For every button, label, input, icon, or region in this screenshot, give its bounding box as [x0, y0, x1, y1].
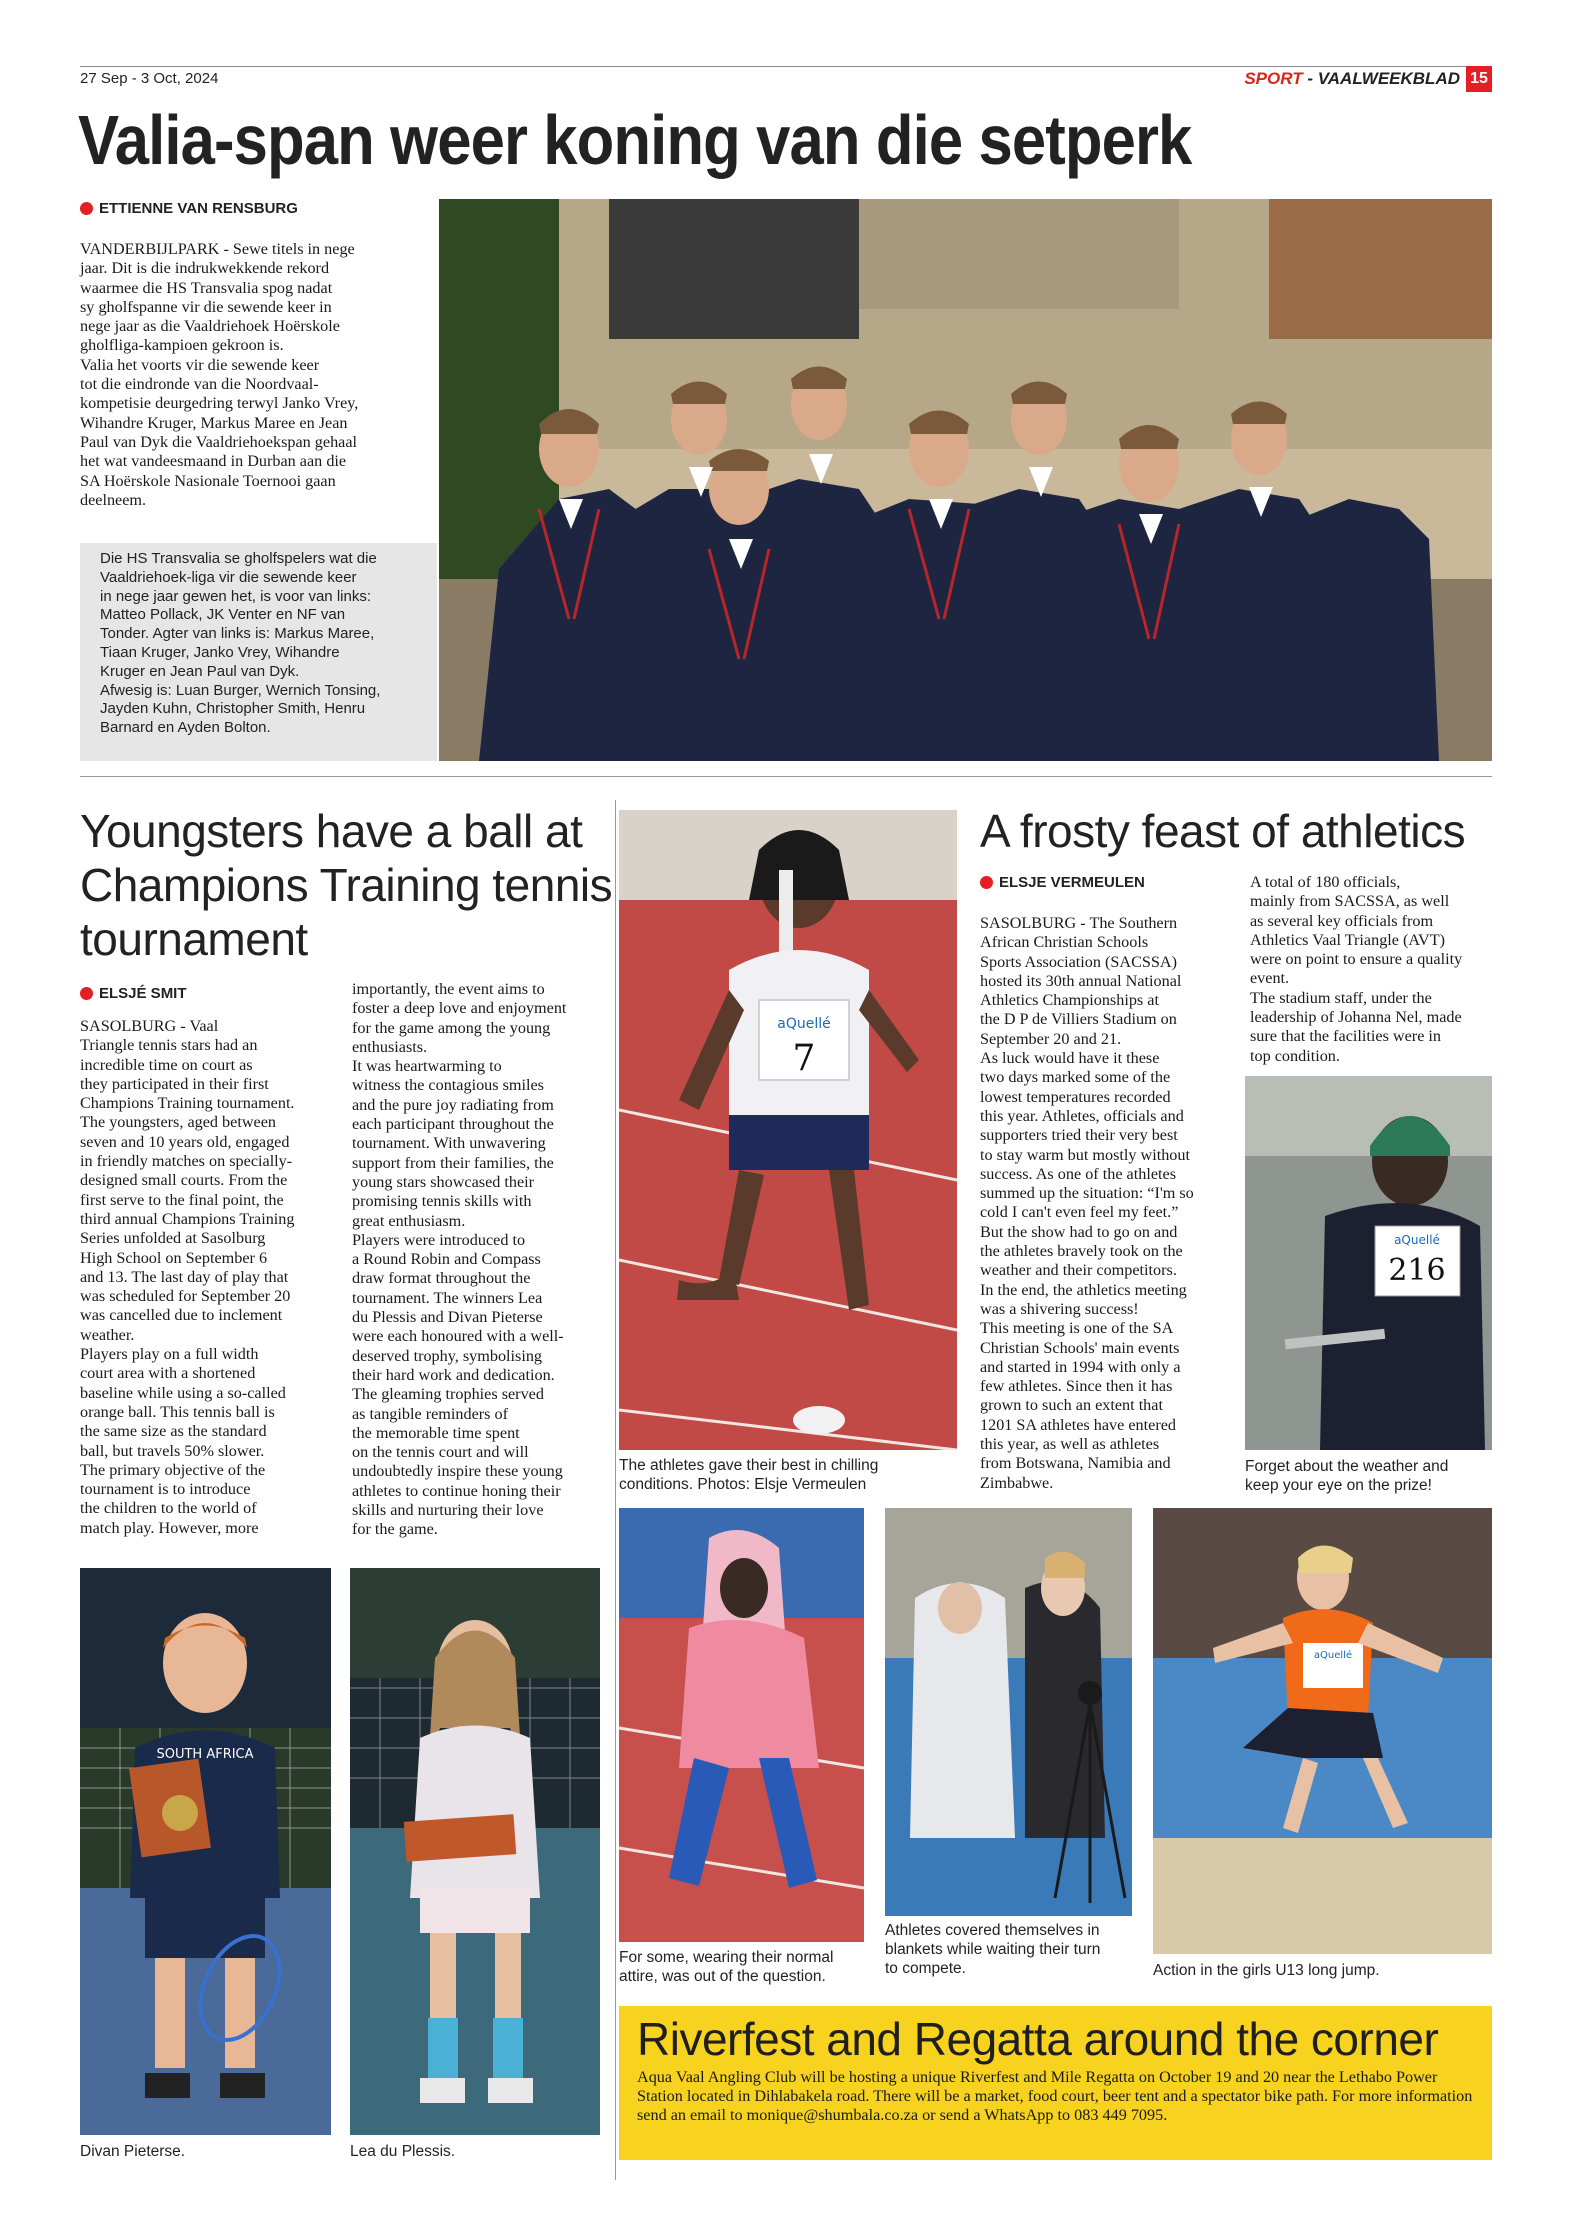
tennis-headline — [80, 804, 612, 966]
section-paper: - VAALWEEKBLAD — [1302, 69, 1460, 88]
issue-date: 27 Sep - 3 Oct, 2024 — [80, 70, 219, 87]
tennis-byline — [80, 985, 187, 1002]
section-label — [1240, 69, 1460, 89]
tennis-col-1: SASOLBURG - Vaal Triangle tennis stars had an incredible time on court as they participated in their first Champions Training tournament. The youngsters, aged between seven and 10 years old, engaged in friendly matches on specially- designed small courts. From the first serve to the final point, the third annual Champions Training Series unfolded at Sasolburg High School on September 6 and 13. The last day of play that was scheduled for September 20 was cancelled due to inclement weather. Players play on a full width court area with a shortened baseline while using a so-called orange ball. This tennis ball is the same size as the standard ball, but travels 50% slower. The primary objective of the tournament is to introduce the children to the world of match play. However, more — [80, 1017, 295, 1537]
tennis-byline-name: ELSJÉ SMIT — [99, 985, 187, 1002]
longjump-sponsor: aQuellé — [1313, 1650, 1353, 1661]
tennis-col-2: importantly, the event aims to foster a deep love and enjoyment for the game among the young enthusiasts. It was heartwarming to witness the contagious smiles and the pure joy radiating from each participant throughout the tournament. With unwavering support from their families, the young stars showcased their promising tennis skills with great enthusiasm. Players were introduced to a Round Robin and Compass draw format throughout the tournament. The winners Lea du Plessis and Divan Pieterse were each honoured with a well- deserved trophy, symbolising their hard work and dedication. The gleaming trophies served as tangible reminders of the memorable time spent on the tennis court and will undoubtedly inspire these young athletes to continue honing their skills and nurturing their love for the game. — [352, 980, 567, 1539]
attire-caption: For some, wearing their normal attire, was out of the question. — [619, 1949, 834, 1985]
tennis-boy-illustration — [80, 1568, 331, 2135]
section-sport: SPORT — [1244, 69, 1303, 88]
beanie-boy-bib-number: 216 — [1388, 1253, 1446, 1288]
athletics-col-2: A total of 180 officials, mainly from SACSSA, as well as several key officials from Athletics Vaal Triangle (AVT) were on point to ensure a quality event. The stadium staff, under the leadership of Johanna Nel, made sure that the facilities were in top condition. — [1250, 873, 1463, 1065]
attire-illustration — [619, 1508, 864, 1942]
athletics-byline-name: ELSJE VERMEULEN — [999, 874, 1145, 891]
blankets-caption: Athletes covered themselves in blankets while waiting their turn to compete. — [885, 1922, 1101, 1977]
tennis-boy-caption: Divan Pieterse. — [80, 2143, 186, 2160]
golf-headline: Valia-span weer koning van die setperk — [78, 101, 1192, 179]
beanie-boy-caption: Forget about the weather and keep your eye on the prize! — [1245, 1458, 1449, 1494]
golf-body: VANDERBIJLPARK - Sewe titels in nege jaar. Dit is die indrukwekkende rekord waarmee die HS Transvalia spog nadat sy gholfspanne vir die sewende keer in nege jaar as die Vaaldriehoek Hoërskole gholfliga-kampioen gekroon is. Valia het voorts vir die sewende keer tot die eindronde van die Noordvaal- kompetisie deurgedring terwyl Janko Vrey, Wihandre Kruger, Markus Maree en Jean Paul van Dyk die Vaaldriehoekspan gehaal het wat vandeesmaand in Durban aan die SA Hoërskole Nasionale Toernooi gaan deelneem. — [80, 240, 359, 509]
golf-team-photo — [439, 199, 1492, 761]
athletics-runner-photo — [619, 810, 957, 1450]
tennis-headline-line-1: Youngsters have a ball at — [80, 805, 583, 857]
tennis-headline-line-3: tournament — [80, 913, 308, 965]
athletics-col-1: SASOLBURG - The Southern African Christian Schools Sports Association (SACSSA) hosted its 30th annual National Athletics Championships at the D P de Villiers Stadium on September 20 and 21. As luck would have it these two days marked some of the lowest temperatures recorded this year. Athletes, officials and supporters tried their very best to stay warm but mostly without success. As one of the athletes summed up the situation: “I'm so cold I can't even feel my feet.” But the show had to go on and the athletes bravely took on the weather and their competitors. In the end, the athletics meeting was a shivering success! This meeting is one of the SA Christian Schools' main events and started in 1994 with only a few athletes. Since then it has grown to such an extent that 1201 SA athletes have entered this year, as well as athletes from Botswana, Namibia and Zimbabwe. — [980, 914, 1194, 1492]
athletics-headline: A frosty feast of athletics — [980, 805, 1466, 857]
tennis-girl-caption: Lea du Plessis. — [350, 2143, 456, 2160]
runner-caption: The athletes gave their best in chilling conditions. Photos: Elsje Vermeulen — [619, 1457, 879, 1493]
runner-bib-number: 7 — [792, 1038, 816, 1079]
runner-illustration — [619, 810, 957, 1450]
longjump-caption: Action in the girls U13 long jump. — [1153, 1962, 1380, 1979]
top-rule — [80, 66, 1492, 67]
tennis-girl-illustration — [350, 1568, 600, 2135]
beanie-boy-illustration — [1245, 1076, 1492, 1450]
riverfest-headline: Riverfest and Regatta around the corner — [637, 2013, 1439, 2065]
section-divider — [80, 776, 1492, 777]
athletics-blankets-photo — [885, 1508, 1132, 1916]
riverfest-body: Aqua Vaal Angling Club will be hosting a unique Riverfest and Mile Regatta on October 19 and 20 near the Lethabo Power Station located in Dihlabakela road. There will be a market, food court, beer tent and a spectator bike path. For more information send an email to monique@shumbala.co.za or send a WhatsApp to 083 449 7095. — [637, 2068, 1473, 2124]
golf-caption: Die HS Transvalia se gholfspelers wat die Vaaldriehoek-liga vir die sewende keer in nege jaar gewen het, is voor van links: Matteo Pollack, JK Venter en NF van Tonder. Agter van links is: Markus Maree, Tiaan Kruger, Janko Vrey, Wihandre Kruger en Jean Paul van Dyk. Afwesig is: Luan Burger, Wernich Tonsing, Jayden Kuhn, Christopher Smith, Henru Barnard en Ayden Bolton. — [100, 550, 381, 737]
column-divider — [615, 800, 616, 2180]
longjump-illustration — [1153, 1508, 1492, 1954]
tennis-headline-line-2: Champions Training tennis — [80, 859, 613, 911]
golf-byline-name: ETTIENNE VAN RENSBURG — [99, 200, 298, 217]
tennis-boy-shirt-text: SOUTH AFRICA — [156, 1747, 254, 1762]
athletics-boy-photo — [1245, 1076, 1492, 1450]
athletics-byline — [980, 874, 1145, 891]
byline-dot — [80, 987, 93, 1000]
golf-team-illustration — [439, 199, 1492, 761]
athletics-attire-photo — [619, 1508, 864, 1942]
runner-sponsor: aQuellé — [777, 1016, 831, 1032]
tennis-boy-photo — [80, 1568, 331, 2135]
beanie-boy-sponsor: aQuellé — [1394, 1233, 1440, 1247]
tennis-girl-photo — [350, 1568, 600, 2135]
byline-dot — [980, 876, 993, 889]
byline-dot — [80, 202, 93, 215]
golf-byline — [80, 200, 298, 217]
riverfest-box — [619, 2006, 1492, 2160]
page-number: 15 — [1466, 66, 1492, 92]
blankets-illustration — [885, 1508, 1132, 1916]
athletics-longjump-photo — [1153, 1508, 1492, 1954]
